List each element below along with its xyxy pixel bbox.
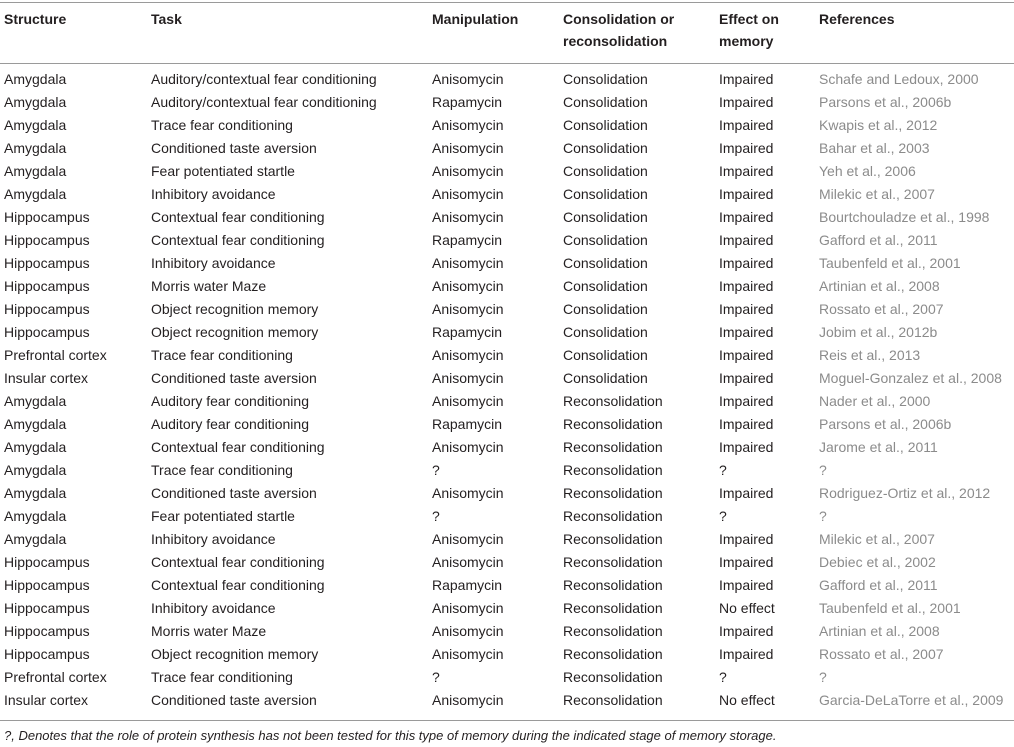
cell-manipulation: Anisomycin — [432, 692, 504, 708]
cell-stage: Reconsolidation — [563, 462, 663, 478]
cell-task: Morris water Maze — [151, 278, 267, 294]
table-row — [0, 91, 1014, 114]
cell-task: Auditory fear conditioning — [151, 393, 309, 409]
cell-structure: Amygdala — [4, 186, 67, 202]
cell-manipulation: ? — [432, 462, 440, 478]
table-row — [0, 160, 1014, 183]
cell-manipulation: Anisomycin — [432, 301, 504, 317]
table-row — [0, 620, 1014, 643]
cell-manipulation: Anisomycin — [432, 117, 504, 133]
cell-reference: Gafford et al., 2011 — [819, 232, 938, 248]
cell-reference: Jarome et al., 2011 — [819, 439, 938, 455]
table-row — [0, 137, 1014, 160]
table-row — [0, 390, 1014, 413]
cell-stage: Reconsolidation — [563, 646, 663, 662]
cell-structure: Amygdala — [4, 94, 67, 110]
cell-manipulation: Anisomycin — [432, 393, 504, 409]
cell-effect: ? — [719, 508, 727, 524]
cell-stage: Consolidation — [563, 347, 648, 363]
cell-reference: Jobim et al., 2012b — [819, 324, 938, 340]
cell-effect: Impaired — [719, 71, 774, 87]
cell-stage: Reconsolidation — [563, 669, 663, 685]
cell-reference: Bourtchouladze et al., 1998 — [819, 209, 990, 225]
table-row — [0, 505, 1014, 528]
header-stage-line1: Consolidation or — [563, 11, 675, 27]
table-row — [0, 551, 1014, 574]
cell-structure: Hippocampus — [4, 324, 90, 340]
cell-task: Fear potentiated startle — [151, 508, 295, 524]
cell-stage: Reconsolidation — [563, 508, 663, 524]
cell-reference: Artinian et al., 2008 — [819, 623, 940, 639]
cell-stage: Consolidation — [563, 140, 648, 156]
table-row — [0, 68, 1014, 91]
cell-effect: Impaired — [719, 393, 774, 409]
cell-stage: Consolidation — [563, 94, 648, 110]
table-row — [0, 275, 1014, 298]
cell-structure: Amygdala — [4, 439, 67, 455]
cell-effect: Impaired — [719, 117, 774, 133]
cell-stage: Reconsolidation — [563, 439, 663, 455]
cell-reference: Rodriguez-Ortiz et al., 2012 — [819, 485, 991, 501]
cell-task: Inhibitory avoidance — [151, 600, 276, 616]
cell-structure: Hippocampus — [4, 255, 90, 271]
cell-reference: Bahar et al., 2003 — [819, 140, 930, 156]
cell-manipulation: Rapamycin — [432, 416, 503, 432]
cell-stage: Consolidation — [563, 209, 648, 225]
cell-effect: No effect — [719, 692, 775, 708]
cell-structure: Amygdala — [4, 71, 67, 87]
header-stage-line2: reconsolidation — [563, 33, 668, 49]
header-effect-line2: memory — [719, 33, 774, 49]
cell-task: Contextual fear conditioning — [151, 439, 325, 455]
cell-effect: Impaired — [719, 186, 774, 202]
table-row — [0, 666, 1014, 689]
cell-reference: Artinian et al., 2008 — [819, 278, 940, 294]
header-task: Task — [151, 11, 182, 27]
cell-manipulation: Anisomycin — [432, 554, 504, 570]
table-top-rule — [0, 2, 1014, 3]
cell-structure: Hippocampus — [4, 623, 90, 639]
cell-stage: Reconsolidation — [563, 393, 663, 409]
cell-stage: Consolidation — [563, 71, 648, 87]
cell-effect: Impaired — [719, 623, 774, 639]
cell-reference: Nader et al., 2000 — [819, 393, 931, 409]
cell-reference: Rossato et al., 2007 — [819, 301, 944, 317]
cell-effect: No effect — [719, 600, 775, 616]
table-row — [0, 528, 1014, 551]
cell-reference: Garcia-DeLaTorre et al., 2009 — [819, 692, 1004, 708]
cell-reference: Taubenfeld et al., 2001 — [819, 600, 961, 616]
cell-reference: Debiec et al., 2002 — [819, 554, 936, 570]
cell-manipulation: Anisomycin — [432, 623, 504, 639]
cell-structure: Prefrontal cortex — [4, 347, 107, 363]
table-row — [0, 597, 1014, 620]
cell-effect: Impaired — [719, 324, 774, 340]
table-row — [0, 344, 1014, 367]
cell-task: Object recognition memory — [151, 301, 319, 317]
table-row — [0, 482, 1014, 505]
table-row — [0, 367, 1014, 390]
cell-manipulation: Anisomycin — [432, 646, 504, 662]
cell-manipulation: Anisomycin — [432, 278, 504, 294]
cell-structure: Hippocampus — [4, 209, 90, 225]
cell-structure: Amygdala — [4, 393, 67, 409]
cell-manipulation: Anisomycin — [432, 531, 504, 547]
cell-stage: Reconsolidation — [563, 600, 663, 616]
cell-stage: Consolidation — [563, 324, 648, 340]
cell-structure: Amygdala — [4, 416, 67, 432]
table-row — [0, 206, 1014, 229]
cell-manipulation: Anisomycin — [432, 71, 504, 87]
cell-manipulation: Anisomycin — [432, 186, 504, 202]
table-body — [0, 68, 1014, 712]
cell-reference: ? — [819, 462, 827, 478]
cell-effect: Impaired — [719, 531, 774, 547]
cell-structure: Prefrontal cortex — [4, 669, 107, 685]
cell-structure: Amygdala — [4, 508, 67, 524]
cell-task: Fear potentiated startle — [151, 163, 295, 179]
cell-reference: Milekic et al., 2007 — [819, 531, 935, 547]
cell-task: Contextual fear conditioning — [151, 209, 325, 225]
cell-structure: Hippocampus — [4, 232, 90, 248]
cell-effect: Impaired — [719, 255, 774, 271]
cell-task: Contextual fear conditioning — [151, 554, 325, 570]
cell-reference: Schafe and Ledoux, 2000 — [819, 71, 979, 87]
cell-task: Morris water Maze — [151, 623, 267, 639]
cell-manipulation: Anisomycin — [432, 370, 504, 386]
cell-task: Trace fear conditioning — [151, 117, 293, 133]
cell-stage: Reconsolidation — [563, 416, 663, 432]
cell-effect: Impaired — [719, 646, 774, 662]
cell-effect: ? — [719, 462, 727, 478]
cell-structure: Hippocampus — [4, 301, 90, 317]
cell-structure: Hippocampus — [4, 278, 90, 294]
cell-reference: Reis et al., 2013 — [819, 347, 921, 363]
cell-stage: Consolidation — [563, 370, 648, 386]
table-row — [0, 413, 1014, 436]
cell-structure: Amygdala — [4, 462, 67, 478]
cell-reference: Rossato et al., 2007 — [819, 646, 944, 662]
cell-task: Trace fear conditioning — [151, 462, 293, 478]
cell-structure: Amygdala — [4, 117, 67, 133]
table-header-rule — [0, 63, 1014, 64]
cell-manipulation: Anisomycin — [432, 600, 504, 616]
cell-stage: Reconsolidation — [563, 485, 663, 501]
cell-reference: Milekic et al., 2007 — [819, 186, 935, 202]
cell-structure: Hippocampus — [4, 577, 90, 593]
cell-manipulation: ? — [432, 669, 440, 685]
cell-structure: Hippocampus — [4, 600, 90, 616]
table-row — [0, 689, 1014, 712]
table-row — [0, 183, 1014, 206]
header-references: References — [819, 11, 895, 27]
cell-task: Conditioned taste aversion — [151, 485, 317, 501]
table-row — [0, 643, 1014, 666]
cell-structure: Hippocampus — [4, 646, 90, 662]
cell-structure: Insular cortex — [4, 370, 89, 386]
cell-effect: Impaired — [719, 163, 774, 179]
cell-stage: Consolidation — [563, 255, 648, 271]
cell-task: Object recognition memory — [151, 646, 319, 662]
cell-task: Auditory fear conditioning — [151, 416, 309, 432]
cell-manipulation: Rapamycin — [432, 94, 503, 110]
cell-task: Inhibitory avoidance — [151, 186, 276, 202]
cell-effect: Impaired — [719, 94, 774, 110]
cell-task: Contextual fear conditioning — [151, 232, 325, 248]
cell-manipulation: Anisomycin — [432, 163, 504, 179]
cell-task: Object recognition memory — [151, 324, 319, 340]
header-stage — [563, 8, 674, 52]
cell-effect: Impaired — [719, 140, 774, 156]
cell-stage: Reconsolidation — [563, 554, 663, 570]
cell-stage: Reconsolidation — [563, 531, 663, 547]
cell-structure: Amygdala — [4, 163, 67, 179]
table-row — [0, 298, 1014, 321]
cell-reference: ? — [819, 669, 827, 685]
table-row — [0, 229, 1014, 252]
cell-manipulation: Rapamycin — [432, 232, 503, 248]
table-row — [0, 574, 1014, 597]
table-footnote: ?, Denotes that the role of protein synthesis has not been tested for this type of memory during the indicated stage of memory storage. — [4, 728, 777, 743]
cell-task: Trace fear conditioning — [151, 669, 293, 685]
cell-task: Trace fear conditioning — [151, 347, 293, 363]
cell-manipulation: Anisomycin — [432, 140, 504, 156]
header-structure: Structure — [4, 11, 67, 27]
cell-manipulation: ? — [432, 508, 440, 524]
cell-effect: Impaired — [719, 347, 774, 363]
cell-task: Inhibitory avoidance — [151, 255, 276, 271]
cell-effect: Impaired — [719, 278, 774, 294]
cell-reference: Gafford et al., 2011 — [819, 577, 938, 593]
cell-reference: Kwapis et al., 2012 — [819, 117, 938, 133]
header-effect-line1: Effect on — [719, 11, 779, 27]
cell-effect: Impaired — [719, 370, 774, 386]
table-header-row — [0, 8, 1014, 58]
cell-structure: Amygdala — [4, 140, 67, 156]
cell-reference: Moguel-Gonzalez et al., 2008 — [819, 370, 1002, 386]
cell-task: Auditory/contextual fear conditioning — [151, 94, 377, 110]
cell-stage: Consolidation — [563, 163, 648, 179]
cell-manipulation: Anisomycin — [432, 255, 504, 271]
cell-effect: Impaired — [719, 232, 774, 248]
cell-effect: Impaired — [719, 554, 774, 570]
cell-stage: Consolidation — [563, 278, 648, 294]
cell-effect: Impaired — [719, 209, 774, 225]
cell-effect: Impaired — [719, 485, 774, 501]
cell-task: Auditory/contextual fear conditioning — [151, 71, 377, 87]
cell-stage: Consolidation — [563, 301, 648, 317]
cell-task: Conditioned taste aversion — [151, 370, 317, 386]
cell-manipulation: Anisomycin — [432, 485, 504, 501]
cell-stage: Reconsolidation — [563, 623, 663, 639]
cell-effect: Impaired — [719, 301, 774, 317]
header-manipulation: Manipulation — [432, 11, 519, 27]
cell-task: Conditioned taste aversion — [151, 692, 317, 708]
cell-manipulation: Anisomycin — [432, 439, 504, 455]
table-row — [0, 252, 1014, 275]
cell-reference: ? — [819, 508, 827, 524]
table-row — [0, 436, 1014, 459]
cell-reference: Taubenfeld et al., 2001 — [819, 255, 961, 271]
cell-structure: Amygdala — [4, 531, 67, 547]
cell-stage: Reconsolidation — [563, 577, 663, 593]
cell-manipulation: Rapamycin — [432, 577, 503, 593]
cell-effect: Impaired — [719, 439, 774, 455]
cell-structure: Hippocampus — [4, 554, 90, 570]
cell-task: Inhibitory avoidance — [151, 531, 276, 547]
cell-stage: Consolidation — [563, 117, 648, 133]
cell-reference: Parsons et al., 2006b — [819, 416, 952, 432]
cell-reference: Yeh et al., 2006 — [819, 163, 916, 179]
table-bottom-rule — [0, 720, 1014, 721]
header-effect — [719, 8, 779, 52]
cell-reference: Parsons et al., 2006b — [819, 94, 952, 110]
table-row — [0, 459, 1014, 482]
cell-manipulation: Rapamycin — [432, 324, 503, 340]
cell-manipulation: Anisomycin — [432, 347, 504, 363]
cell-effect: Impaired — [719, 416, 774, 432]
cell-structure: Insular cortex — [4, 692, 89, 708]
cell-manipulation: Anisomycin — [432, 209, 504, 225]
cell-task: Conditioned taste aversion — [151, 140, 317, 156]
cell-task: Contextual fear conditioning — [151, 577, 325, 593]
table-row — [0, 321, 1014, 344]
cell-stage: Consolidation — [563, 232, 648, 248]
cell-structure: Amygdala — [4, 485, 67, 501]
cell-stage: Consolidation — [563, 186, 648, 202]
cell-effect: Impaired — [719, 577, 774, 593]
cell-effect: ? — [719, 669, 727, 685]
cell-stage: Reconsolidation — [563, 692, 663, 708]
table-row — [0, 114, 1014, 137]
